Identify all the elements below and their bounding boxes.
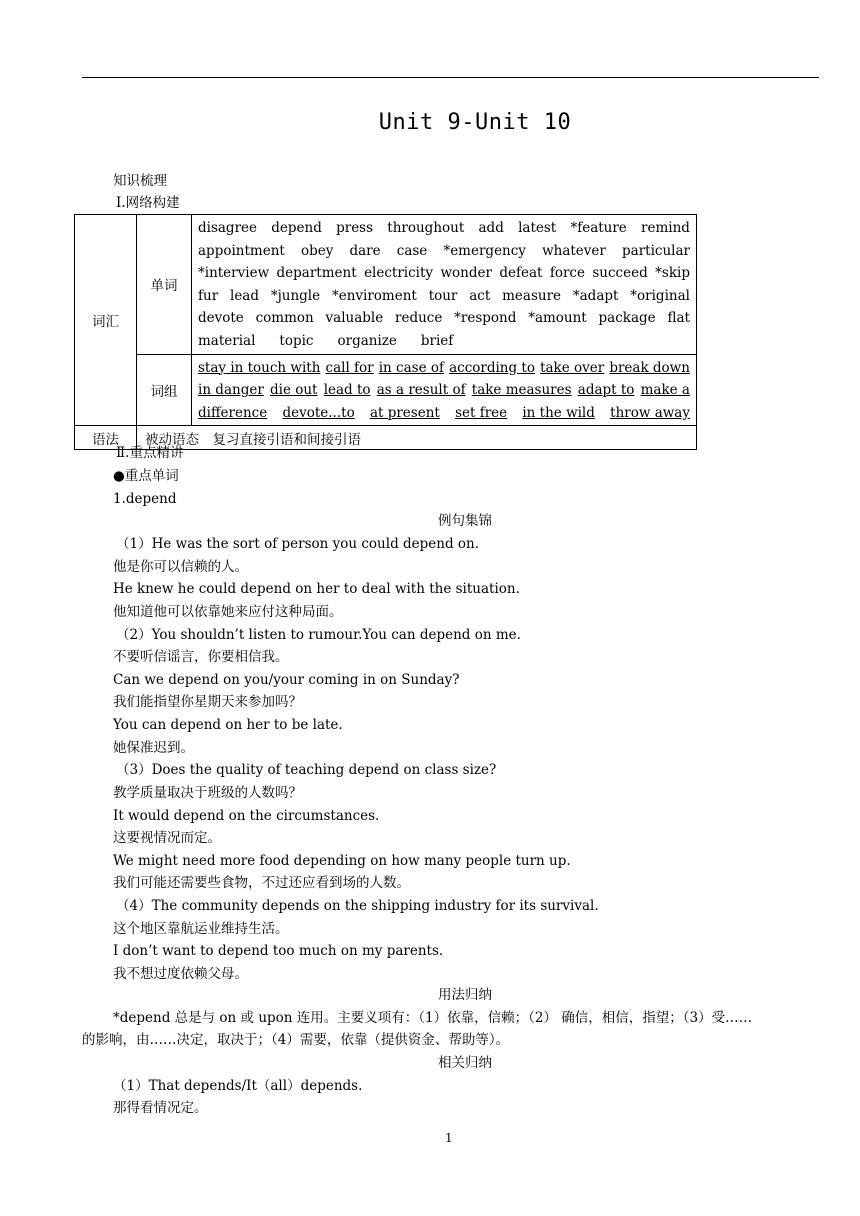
- item-heading: 1.depend: [113, 491, 177, 507]
- vocab-word: *respond: [454, 310, 517, 327]
- related-line: 那得看情况定。: [113, 1100, 208, 1116]
- example-line: 我们能指望你星期天来参加吗？: [113, 694, 302, 711]
- page-title: Unit 9-Unit 10: [378, 110, 572, 135]
- example-line: （1）He was the sort of person you could depend on.: [116, 536, 480, 552]
- vocab-word: case: [396, 242, 428, 259]
- vocab-word: material: [198, 332, 256, 349]
- vocab-word: add: [478, 220, 504, 236]
- example-line: It would depend on the circumstances.: [113, 807, 380, 824]
- part2-heading: Ⅱ.重点精讲: [116, 445, 184, 461]
- vocab-phrase: in danger: [198, 382, 264, 399]
- vocab-phrase: in case of: [378, 359, 444, 376]
- vocab-phrase: break down: [609, 359, 690, 376]
- words-label: 单词: [137, 215, 192, 355]
- vocab-word: obey: [300, 242, 334, 259]
- example-line: I don’t want to depend too much on my parents.: [113, 943, 444, 960]
- example-line: 这要视情况而定。: [113, 830, 221, 847]
- phrase-line: [198, 357, 690, 380]
- vocab-word: *amount: [528, 310, 587, 327]
- example-line: 教学质量取决于班级的人数吗？: [113, 784, 302, 801]
- vocab-word: department: [276, 265, 357, 282]
- example-line: He knew he could depend on her to deal with the situation.: [113, 581, 520, 598]
- vocab-phrase: stay in touch with: [198, 359, 321, 376]
- example-line: 这个地区靠航运业维持生活。: [113, 920, 289, 937]
- vocab-phrase: set free: [455, 404, 508, 421]
- vocab-word: latest: [518, 220, 557, 236]
- example-line: （2）You shouldn’t listen to rumour.You can depend on me.: [116, 626, 521, 643]
- vocab-word: throughout: [387, 220, 465, 236]
- vocab-word: valuable: [325, 310, 384, 327]
- vocab-word: appointment: [198, 242, 285, 259]
- vocab-word: electricity: [364, 265, 434, 282]
- grammar-label: 语法: [75, 426, 137, 450]
- vocab-word: *emergency: [443, 242, 526, 259]
- vocab-phrase: call for: [325, 359, 374, 376]
- vocab-word: measure: [502, 287, 562, 304]
- vocab-word: package: [598, 310, 656, 327]
- vocab-word: force: [549, 265, 585, 282]
- word-list: [192, 215, 697, 355]
- vocab-word: topic: [279, 332, 314, 349]
- vocab-word: *jungle: [270, 287, 321, 304]
- vocab-word: *enviroment: [331, 287, 417, 304]
- vocab-table: [74, 214, 697, 450]
- vocab-word: wonder: [440, 265, 492, 282]
- vocab-word: reduce: [395, 310, 443, 327]
- vocab-word: tour: [428, 287, 458, 304]
- vocab-word: press: [336, 220, 374, 236]
- vocab-phrase: as a result of: [376, 382, 466, 399]
- vocab-word: particular: [622, 242, 690, 259]
- vocab-word: brief: [420, 332, 454, 349]
- vocab-word: whatever: [542, 242, 606, 259]
- part1-heading: Ⅰ.网络构建: [116, 195, 180, 211]
- grammar-value: 被动语态 复习直接引语和间接引语: [137, 426, 697, 450]
- examples-heading: 例句集锦: [438, 513, 492, 529]
- vocab-word: devote: [198, 310, 244, 327]
- vocab-word: disagree: [198, 220, 258, 236]
- related-heading: 相关归纳: [438, 1055, 492, 1071]
- key-words-heading: ●重点单词: [113, 468, 179, 484]
- vocab-phrase: die out: [269, 382, 318, 399]
- phrase-line: [198, 379, 690, 402]
- related-line: （1）That depends/It（all）depends.: [113, 1078, 363, 1094]
- vocab-word: *adapt: [572, 287, 619, 304]
- phrases-label: 词组: [137, 354, 192, 426]
- vocab-word: *interview: [198, 265, 270, 282]
- example-line: 不要听信谣言，你要相信我。: [113, 649, 289, 666]
- example-line: We might need more food depending on how many people turn up.: [113, 852, 571, 869]
- vocab-word: dare: [349, 242, 381, 259]
- word-line: [198, 217, 690, 240]
- vocab-phrase: in the wild: [522, 404, 595, 421]
- example-line: You can depend on her to be late.: [113, 717, 343, 734]
- vocab-phrase: adapt to: [577, 382, 635, 399]
- word-line: [198, 330, 690, 353]
- page-number: 1: [445, 1131, 453, 1145]
- vocab-word: *original: [630, 287, 690, 304]
- section-heading: 知识梳理: [113, 173, 167, 189]
- vocab-word: remind: [641, 220, 690, 236]
- vocab-word: *skip: [655, 265, 690, 282]
- example-line: 我不想过度依赖父母。: [113, 965, 248, 982]
- example-line: （3）Does the quality of teaching depend on class size?: [116, 762, 497, 779]
- vocab-phrase: difference: [198, 404, 268, 421]
- vocab-phrase: throw away: [610, 404, 690, 421]
- vocab-word: lead: [230, 287, 259, 304]
- vocab-phrase: according to: [449, 359, 535, 376]
- vocab-word: *feature: [570, 220, 627, 236]
- phrase-list: [192, 354, 697, 426]
- example-line: 我们可能还需要些食物，不过还应看到场的人数。: [113, 875, 410, 892]
- vocab-phrase: take measures: [471, 382, 572, 399]
- example-line: 他知道他可以依靠她来应付这种局面。: [113, 603, 343, 620]
- word-line: [198, 262, 690, 285]
- word-line: [198, 307, 690, 330]
- usage-line: 的影响，由……决定，取决于；（4）需要，依靠（提供资金、帮助等）。: [82, 1032, 510, 1048]
- vocab-word: defeat: [499, 265, 543, 282]
- example-line: Can we depend on you/your coming in on Sunday?: [113, 671, 460, 688]
- vocab-word: fur: [198, 287, 219, 304]
- vocab-phrase: take over: [540, 359, 605, 376]
- example-line: 他是你可以信赖的人。: [113, 558, 248, 575]
- phrase-line: [198, 402, 690, 425]
- word-line: [198, 240, 690, 263]
- vocab-phrase: make a: [640, 382, 690, 399]
- vocab-phrase: at present: [369, 404, 440, 421]
- example-line: （4）The community depends on the shipping industry for its survival.: [116, 898, 599, 915]
- vocab-word: depend: [271, 220, 322, 236]
- vocab-phrase: lead to: [323, 382, 371, 399]
- vocab-word: succeed: [592, 265, 648, 282]
- header-rule: [82, 77, 819, 78]
- usage-line: *depend 总是与 on 或 upon 连用。主要义项有：（1）依靠，信赖；（2） 确信，相信，指望；（3）受……: [113, 1010, 753, 1026]
- vocab-word: flat: [667, 310, 690, 327]
- vocab-word: organize: [337, 332, 397, 349]
- vocab-word: act: [469, 287, 491, 304]
- vocab-phrase: devote...to: [282, 404, 355, 421]
- example-line: 她保准迟到。: [113, 739, 194, 756]
- vocab-word: common: [255, 310, 314, 327]
- usage-heading: 用法归纳: [438, 987, 492, 1003]
- vocab-label: 词汇: [75, 215, 137, 426]
- word-line: [198, 285, 690, 308]
